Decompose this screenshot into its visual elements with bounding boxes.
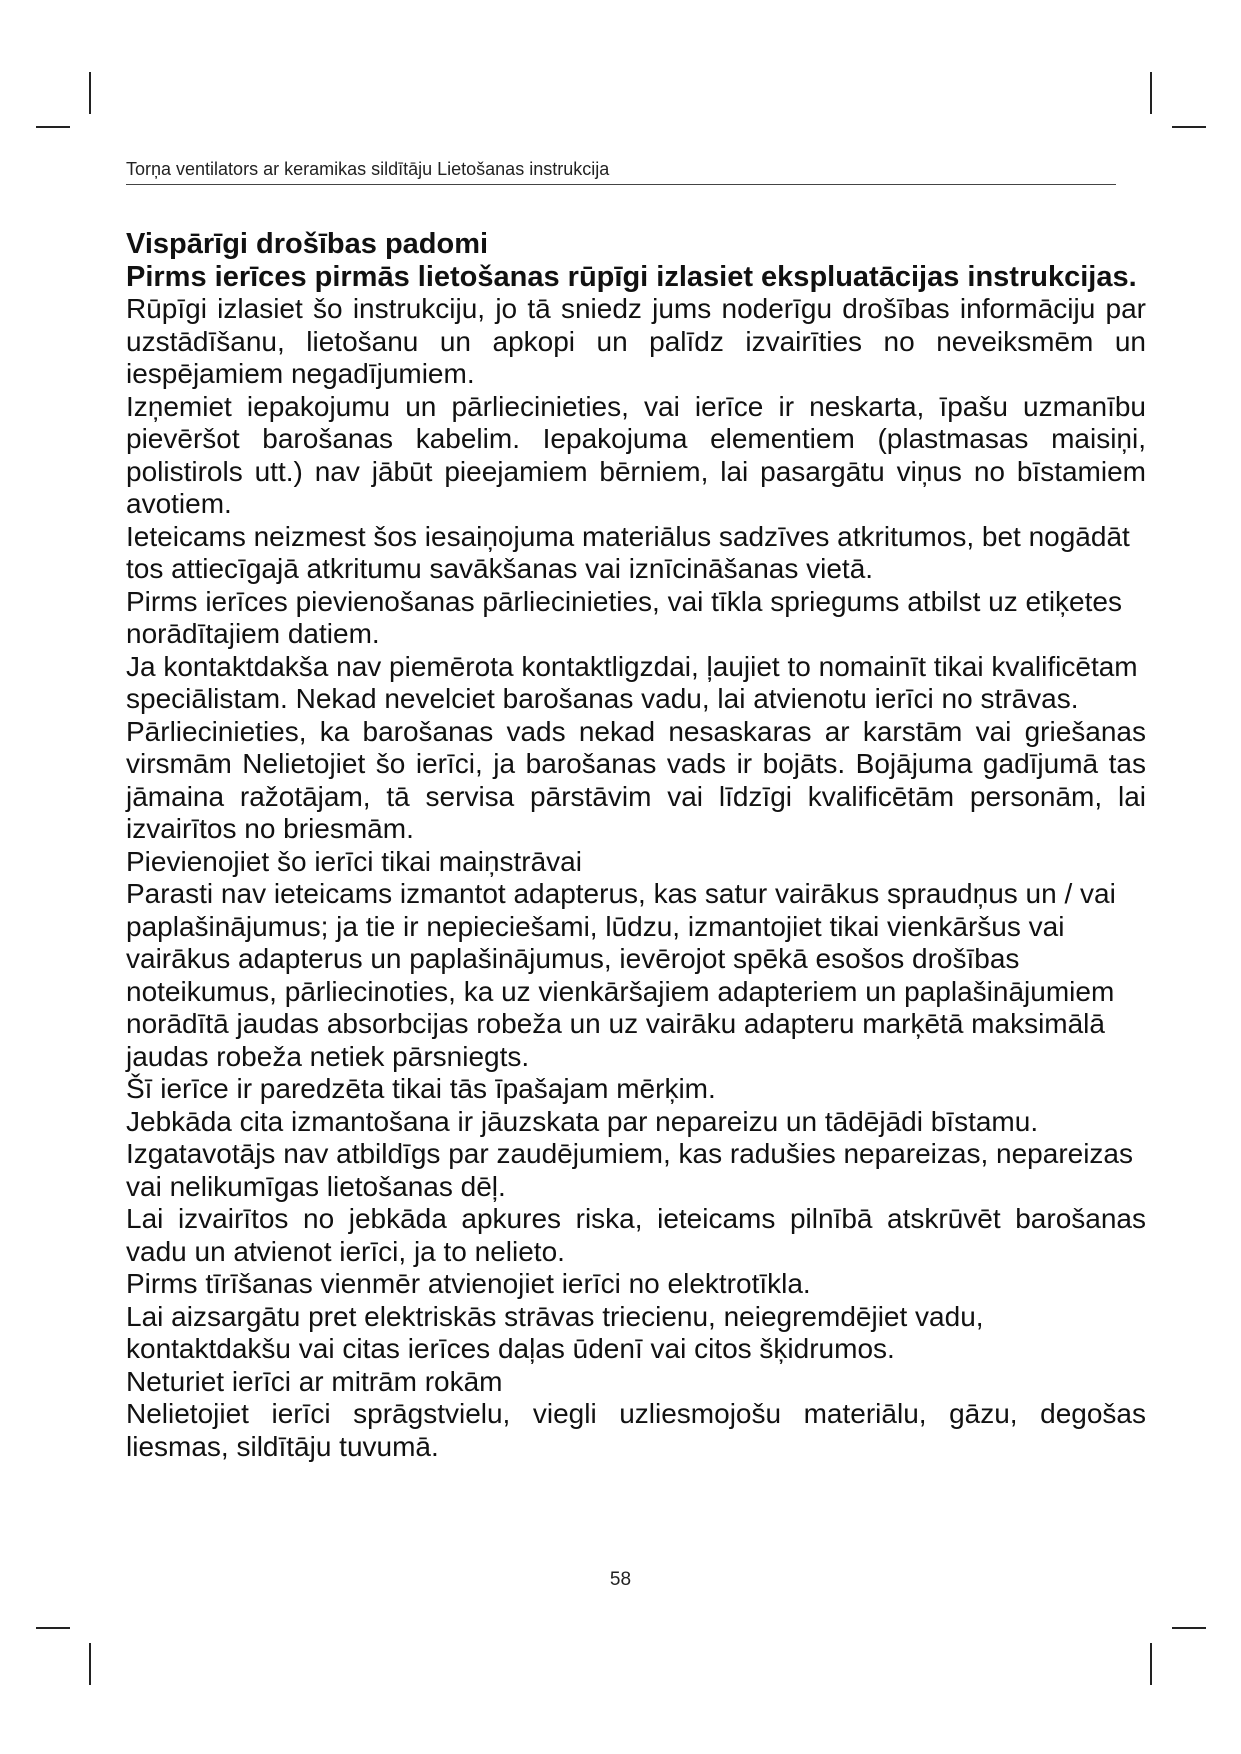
paragraph: Šī ierīce ir paredzēta tikai tās īpašajam mērķim. bbox=[126, 1073, 716, 1104]
paragraph: Lai aizsargātu pret elektriskās strāvas triecienu, neiegremdējiet vadu, kontaktdakšu vai citas ierīces daļas ūdenī vai citos šķidrumos. bbox=[126, 1300, 984, 1364]
paragraph: Pievienojiet šo ierīci tikai maiņstrāvai bbox=[126, 845, 582, 877]
intro-text: Pirms ierīces pirmās lietošanas rūpīgi izlasiet ekspluatācijas instrukcijas. bbox=[126, 260, 1137, 293]
crop-mark-top-right-horizontal bbox=[1172, 126, 1206, 128]
paragraph: Jebkāda cita izmantošana ir jāuzskata par nepareizu un tādējādi bīstamu. bbox=[126, 1105, 1039, 1137]
paragraph: Pirms tīrīšanas vienmēr atvienojiet ierīci no elektrotīkla. bbox=[126, 1268, 811, 1299]
section-heading: Vispārīgi drošības padomi bbox=[126, 228, 489, 260]
paragraph: Izņemiet iepakojumu un pārliecinieties, vai ierīce ir neskarta, īpašu uzmanību pievēršot barošanas kabelim. Iepakojuma elementiem (plastmasas maisiņi, polistirols utt.) nav jābūt pieejamiem bērniem, lai pasargātu viņus no bīstamiem avotiem. bbox=[126, 390, 1146, 519]
crop-mark-top-left-vertical bbox=[89, 72, 91, 114]
crop-mark-bottom-left-horizontal bbox=[36, 1627, 70, 1629]
paragraph: Nelietojiet ierīci sprāgstvielu, viegli uzliesmojošu materiālu, gāzu, degošas liesmas, sildītāju tuvumā. bbox=[126, 1398, 1146, 1462]
page-number: 58 bbox=[609, 1569, 632, 1590]
crop-mark-bottom-left-vertical bbox=[89, 1643, 91, 1685]
paragraph: Lai izvairītos no jebkāda apkures riska, ieteicams pilnībā atskrūvēt barošanas vadu un atvienot ierīci, ja to nelieto. bbox=[126, 1203, 1146, 1267]
header-rule bbox=[126, 184, 1116, 185]
paragraph: Ja kontaktdakša nav piemērota kontaktligzdai, ļaujiet to nomainīt tikai kvalificētam speciālistam. Nekad nevelciet barošanas vadu, lai atvienotu ierīci no strāvas. bbox=[126, 650, 1138, 714]
paragraph: Rūpīgi izlasiet šo instrukciju, jo tā sniedz jums noderīgu drošības informāciju par uzstādīšanu, lietošanu un apkopi un palīdz izvairīties no neveiksmēm un iespējamiem negadījumiem. bbox=[126, 293, 1146, 389]
paragraph: Neturiet ierīci ar mitrām rokām bbox=[126, 1365, 503, 1397]
paragraph: Izgatavotājs nav atbildīgs par zaudējumiem, kas radušies nepareizas, nepareizas vai nelikumīgas lietošanas dēļ. bbox=[126, 1138, 1134, 1202]
crop-mark-top-left-horizontal bbox=[36, 126, 70, 128]
paragraph: Pārliecinieties, ka barošanas vads nekad nesaskaras ar karstām vai griešanas virsmām Nelietojiet šo ierīci, ja barošanas vads ir bojāts. Bojājuma gadījumā tas jāmaina ražotājam, tā servisa pārstāvim vai līdzīgi kvalificētām personām, lai izvairītos no briesmām. bbox=[126, 715, 1146, 844]
page-content bbox=[126, 228, 1146, 1463]
running-header: Torņa ventilators ar keramikas sildītāju Lietošanas instrukcija bbox=[126, 159, 610, 179]
crop-mark-bottom-right-vertical bbox=[1150, 1643, 1152, 1685]
paragraph: Ieteicams neizmest šos iesaiņojuma materiālus sadzīves atkritumos, bet nogādāt tos attiecīgajā atkritumu savākšanas vai iznīcināšanas vietā. bbox=[126, 520, 1130, 584]
crop-mark-bottom-right-horizontal bbox=[1172, 1627, 1206, 1629]
crop-mark-top-right-vertical bbox=[1150, 72, 1152, 114]
paragraph: Parasti nav ieteicams izmantot adapterus, kas satur vairākus spraudņus un / vai paplašinājumus; ja tie ir nepieciešami, lūdzu, izmantojiet tikai vienkāršus vai vairākus adapterus un paplašinājumus, ievērojot spēkā esošos drošības noteikumus, pārliecinoties, ka uz vienkāršajiem adapteriem un paplašinājumiem norādītā jaudas absorbcijas robeža un uz vairāku adapteru marķētā maksimālā jaudas robeža netiek pārsniegts. bbox=[126, 878, 1116, 1072]
paragraph: Pirms ierīces pievienošanas pārliecinieties, vai tīkla spriegums atbilst uz etiķetes norādītajiem datiem. bbox=[126, 585, 1122, 649]
